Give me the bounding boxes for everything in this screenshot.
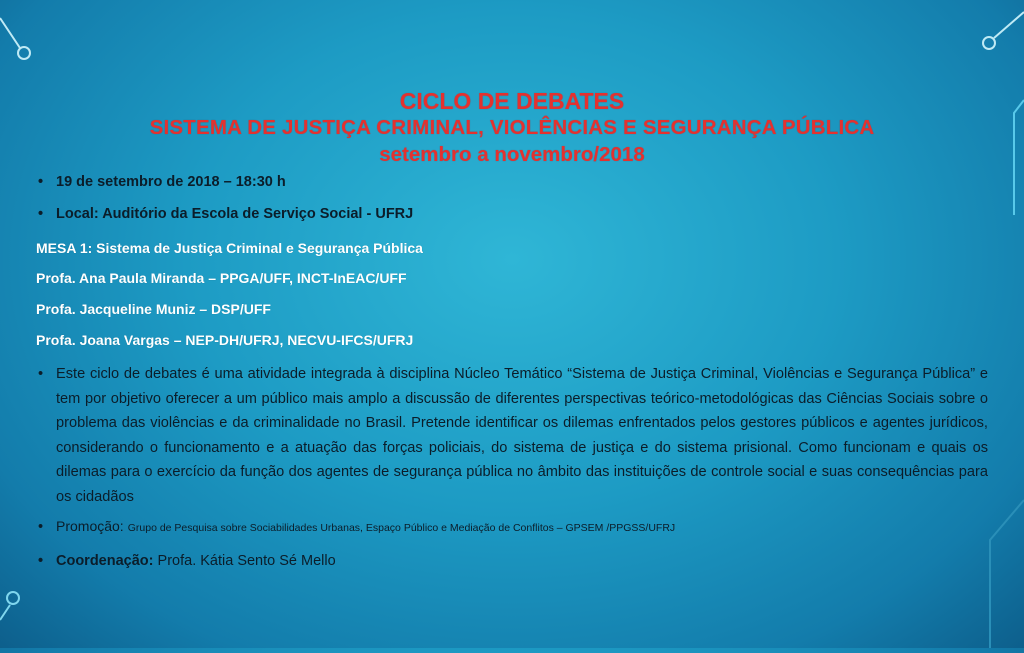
bullet-icon: •	[38, 519, 44, 535]
description-text: Este ciclo de debates é uma atividade integrada à disciplina Núcleo Temático “Sistema de Justiça Criminal, Violências e Segurança Pública” e tem por objetivo oferecer a um público mais amplo a discussão de diferentes perspectivas teórico-metodológicas das Ciências Sociais sobre o problema das violências e da criminalidade no Brasil. Pretende identificar os dilemas enfrentados pelos gestores públicos e agentes jurídicos, considerando o funcionamento e a atuação das forças policiais, do sistema de justiça e do sistema prisional. Como funcionam e quais os dilemas para o exercício da função dos agentes de segurança pública no âmbito das instituições de controle social e suas consequências para os cidadãos	[56, 366, 988, 505]
description-item	[38, 362, 988, 509]
promocao-text: Grupo de Pesquisa sobre Sociabilidades Urbanas, Espaço Público e Mediação de Conflitos – GPSEM /PPGSS/UFRJ	[127, 522, 676, 534]
location-item	[38, 206, 413, 222]
speaker-1: Profa. Ana Paula Miranda – PPGA/UFF, INCT-InEAC/UFF	[36, 270, 407, 286]
coordenacao-item	[38, 553, 336, 569]
promocao-label: Promoção:	[56, 518, 124, 534]
bullet-icon: •	[38, 174, 44, 190]
circuit-decoration-bottom-left	[0, 560, 50, 645]
speaker-3: Profa. Joana Vargas – NEP-DH/UFRJ, NECVU-IFCS/UFRJ	[36, 332, 414, 348]
slide-title: CICLO DE DEBATES	[399, 88, 625, 114]
slide-period: setembro a novembro/2018	[379, 143, 645, 166]
coordenacao-label: Coordenação:	[56, 553, 154, 569]
date-text: 19 de setembro de 2018 – 18:30 h	[56, 174, 286, 190]
circuit-decoration-bottom-right	[975, 500, 1024, 653]
speaker-2: Profa. Jacqueline Muniz – DSP/UFF	[36, 301, 271, 317]
date-item	[38, 174, 286, 190]
circuit-decoration-top-right	[970, 0, 1024, 65]
circuit-decoration-top-left	[0, 0, 60, 75]
mesa-title: MESA 1: Sistema de Justiça Criminal e Segurança Pública	[36, 240, 423, 256]
slide-subtitle: SISTEMA DE JUSTIÇA CRIMINAL, VIOLÊNCIAS E SEGURANÇA PÚBLICA	[149, 116, 875, 139]
promocao-item	[38, 518, 675, 535]
coordenacao-text: Profa. Kátia Sento Sé Mello	[157, 553, 336, 569]
bullet-icon: •	[38, 206, 44, 222]
location-text: Local: Auditório da Escola de Serviço Social - UFRJ	[56, 206, 414, 222]
bullet-icon: •	[38, 366, 44, 382]
bullet-icon: •	[38, 553, 44, 569]
